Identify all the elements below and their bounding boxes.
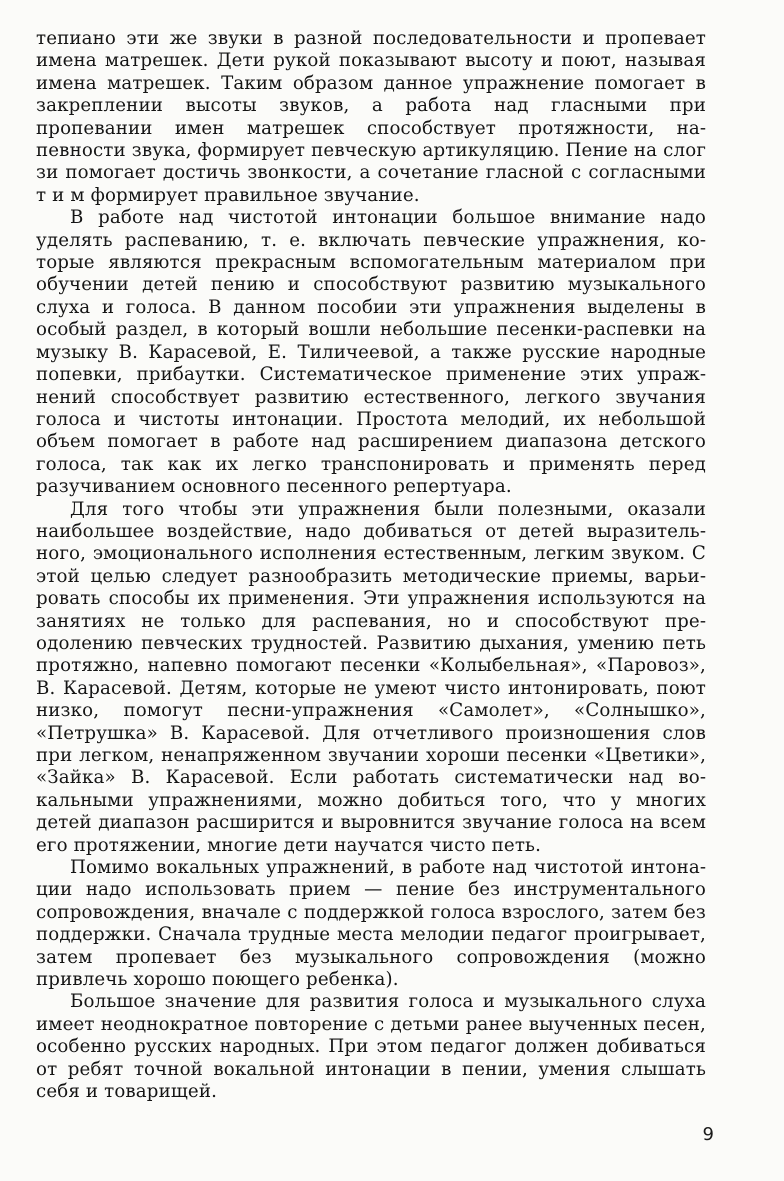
body-text <box>36 28 706 1104</box>
paragraph-3: Для того чтобы эти упражнения были полезными, оказали наибольшее воздействие, надо добиваться от детей выразительного, эмоционального исполнения естественным, легким звуком. С этой целью следует разнообразить методические приемы, варьировать способы их применения. Эти упражнения используются на занятиях не только для распевания, но и способствуют преодолению певческих трудностей. Развитию дыхания, умению петь протяжно, напевно помогают песенки «Колыбельная», «Паровоз», В. Карасевой. Детям, которые не умеют чисто интонировать, поют низко, помогут песни-упражнения «Самолет», «Солнышко», «Петрушка» В. Карасевой. Для отчетливого произношения слов при легком, ненапряженном звучании хороши песенки «Цветики», «Зайка» В. Карасевой. Если работать систематически над вокальными упражнениями, можно добиться того, что у многих детей диапазон расширится и выровнится звучание голоса на всем его протяжении, многие дети научатся чисто петь. <box>36 498 706 856</box>
paragraph-2: В работе над чистотой интонации большое внимание надо уделять распеванию, т. е. включать певческие упражнения, которые являются прекрасным вспомогательным материалом при обучении детей пению и способствуют развитию музыкального слуха и голоса. В данном пособии эти упражнения выделены в особый раздел, в который вошли небольшие песенки-распевки на музыку В. Карасевой, Е. Тиличеевой, а также русские народные попевки, прибаутки. Систематическое применение этих упражнений способствует развитию естественного, легкого звучания голоса и чистоты интонации. Простота мелодий, их небольшой объем помогает в работе над расширением диапазона детского голоса, так как их легко транспонировать и применять перед разучиванием основного песенного репертуара. <box>36 207 706 498</box>
paragraph-5: Большое значение для развития голоса и музыкального слуха имеет неоднократное повторение с детьми ранее выученных песен, особенно русских народных. При этом педагог должен добиваться от ребят точной вокальной интонации в пении, умения слышать себя и товарищей. <box>36 991 706 1103</box>
paragraph-4: Помимо вокальных упражнений, в работе над чистотой интонации надо использовать прием — пение без инструментального сопровождения, вначале с поддержкой голоса взрослого, затем без поддержки. Сначала трудные места мелодии педагог проигрывает, затем пропевает без музыкального сопровождения (можно привлечь хорошо поющего ребенка). <box>36 857 706 991</box>
paragraph-1: тепиано эти же звуки в разной последовательности и пропевает имена матрешек. Дети рукой показывают высоту и поют, называя имена матрешек. Таким образом данное упражнение помогает в закреплении высоты звуков, а работа над гласными при пропевании имен матрешек способствует протяжности, напевности звука, формирует певческую артикуляцию. Пение на слог зи помогает достичь звонкости, а сочетание гласной с согласными т и м формирует правильное звучание. <box>36 28 706 206</box>
page-number: 9 <box>702 1124 714 1145</box>
